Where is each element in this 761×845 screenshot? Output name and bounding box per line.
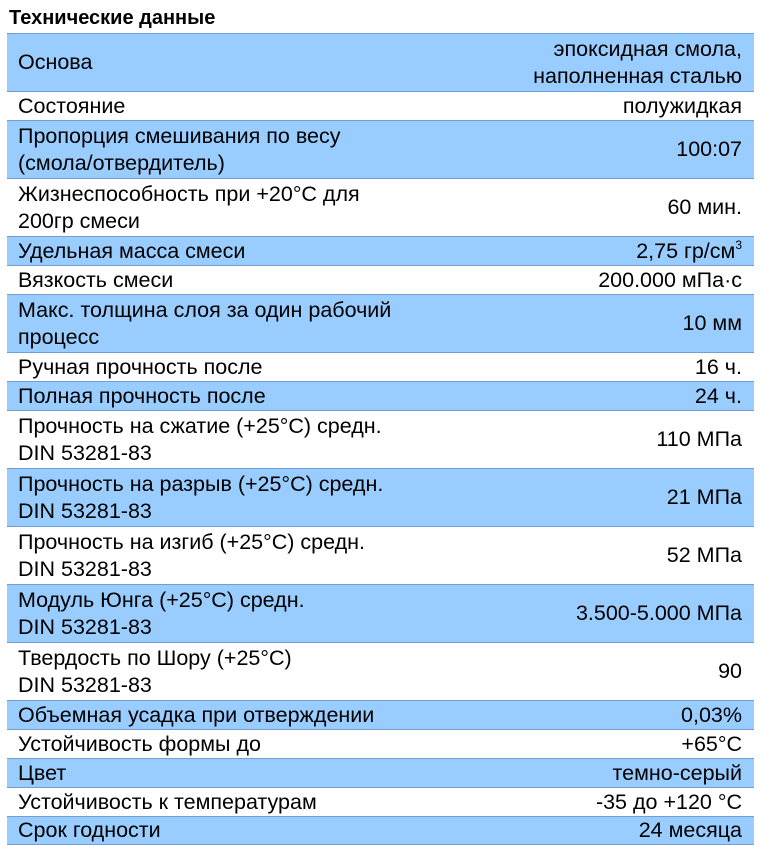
- row-label: Объемная усадка при отверждении: [18, 702, 375, 727]
- table-row: [7, 700, 754, 729]
- row-value: 10 мм: [682, 311, 742, 335]
- table-row: [7, 526, 754, 584]
- table-row: [7, 236, 754, 265]
- row-label: Прочность на изгиб (+25°C) средн. DIN 53281-83: [18, 529, 365, 581]
- row-label: Состояние: [18, 93, 126, 118]
- row-value: 21 МПа: [666, 485, 742, 509]
- table-row: [7, 178, 754, 236]
- row-label: Основа: [18, 50, 93, 74]
- row-label: Макс. толщина слоя за один рабочий процесс: [18, 297, 392, 349]
- row-value: 90: [718, 659, 742, 683]
- table-row: [7, 294, 754, 352]
- table-row: [7, 381, 754, 410]
- row-label: Прочность на разрыв (+25°C) средн. DIN 53281-83: [18, 471, 384, 523]
- row-value: 100:07: [676, 137, 742, 161]
- row-label: Ручная прочность после: [18, 354, 263, 379]
- table-row: [7, 120, 754, 178]
- row-value: полужидкая: [622, 93, 742, 118]
- table-row: [7, 91, 754, 120]
- row-label: Модуль Юнга (+25°C) средн. DIN 53281-83: [18, 587, 305, 639]
- row-value: 200.000 мПа·с: [598, 267, 742, 292]
- row-value: [636, 238, 754, 265]
- table-row: [7, 33, 754, 91]
- table-row: [7, 265, 754, 294]
- row-value: 0,03%: [681, 702, 742, 727]
- table-row: [7, 584, 754, 642]
- row-value: 110 МПа: [656, 427, 742, 451]
- row-label: Жизнеспособность при +20°C для 200гр смеси: [18, 181, 360, 233]
- table-row: [7, 642, 754, 700]
- row-value-text: 2,75 гр/см: [636, 238, 736, 263]
- row-label: Удельная масса смеси: [18, 238, 246, 263]
- row-label: Устойчивость формы до: [18, 731, 261, 756]
- row-value: 16 ч.: [694, 354, 742, 379]
- row-label: Вязкость смеси: [18, 267, 174, 292]
- section-title: Технические данные: [9, 7, 216, 29]
- row-value-superscript: 3: [735, 237, 742, 252]
- row-label: Устойчивость к температурам: [18, 789, 317, 814]
- table-row: [7, 729, 754, 758]
- table-row: [7, 787, 754, 816]
- row-value: +65°C: [681, 731, 742, 756]
- row-value: эпоксидная смола, наполненная сталью: [533, 36, 742, 88]
- row-label: Полная прочность после: [18, 383, 266, 408]
- table-row: [7, 816, 754, 845]
- row-value: 60 мин.: [667, 195, 742, 219]
- table-row: [7, 410, 754, 468]
- row-label: Твердость по Шору (+25°C) DIN 53281-83: [18, 645, 292, 697]
- table-row: [7, 352, 754, 381]
- row-label: Цвет: [18, 760, 67, 785]
- table-row: [7, 468, 754, 526]
- row-label: Прочность на сжатие (+25°C) средн. DIN 53281-83: [18, 413, 382, 465]
- row-value: -35 до +120 °C: [595, 789, 742, 814]
- row-value: 24 месяца: [638, 818, 742, 842]
- row-value: 24 ч.: [694, 383, 742, 408]
- row-label: Срок годности: [18, 818, 161, 842]
- table-row: [7, 758, 754, 787]
- tech-data-table: [7, 33, 754, 845]
- row-value: 3.500-5.000 МПа: [575, 601, 742, 625]
- row-value: 52 МПа: [666, 543, 742, 567]
- row-label: Пропорция смешивания по весу (смола/отвердитель): [18, 123, 341, 175]
- row-value: темно-серый: [612, 760, 742, 785]
